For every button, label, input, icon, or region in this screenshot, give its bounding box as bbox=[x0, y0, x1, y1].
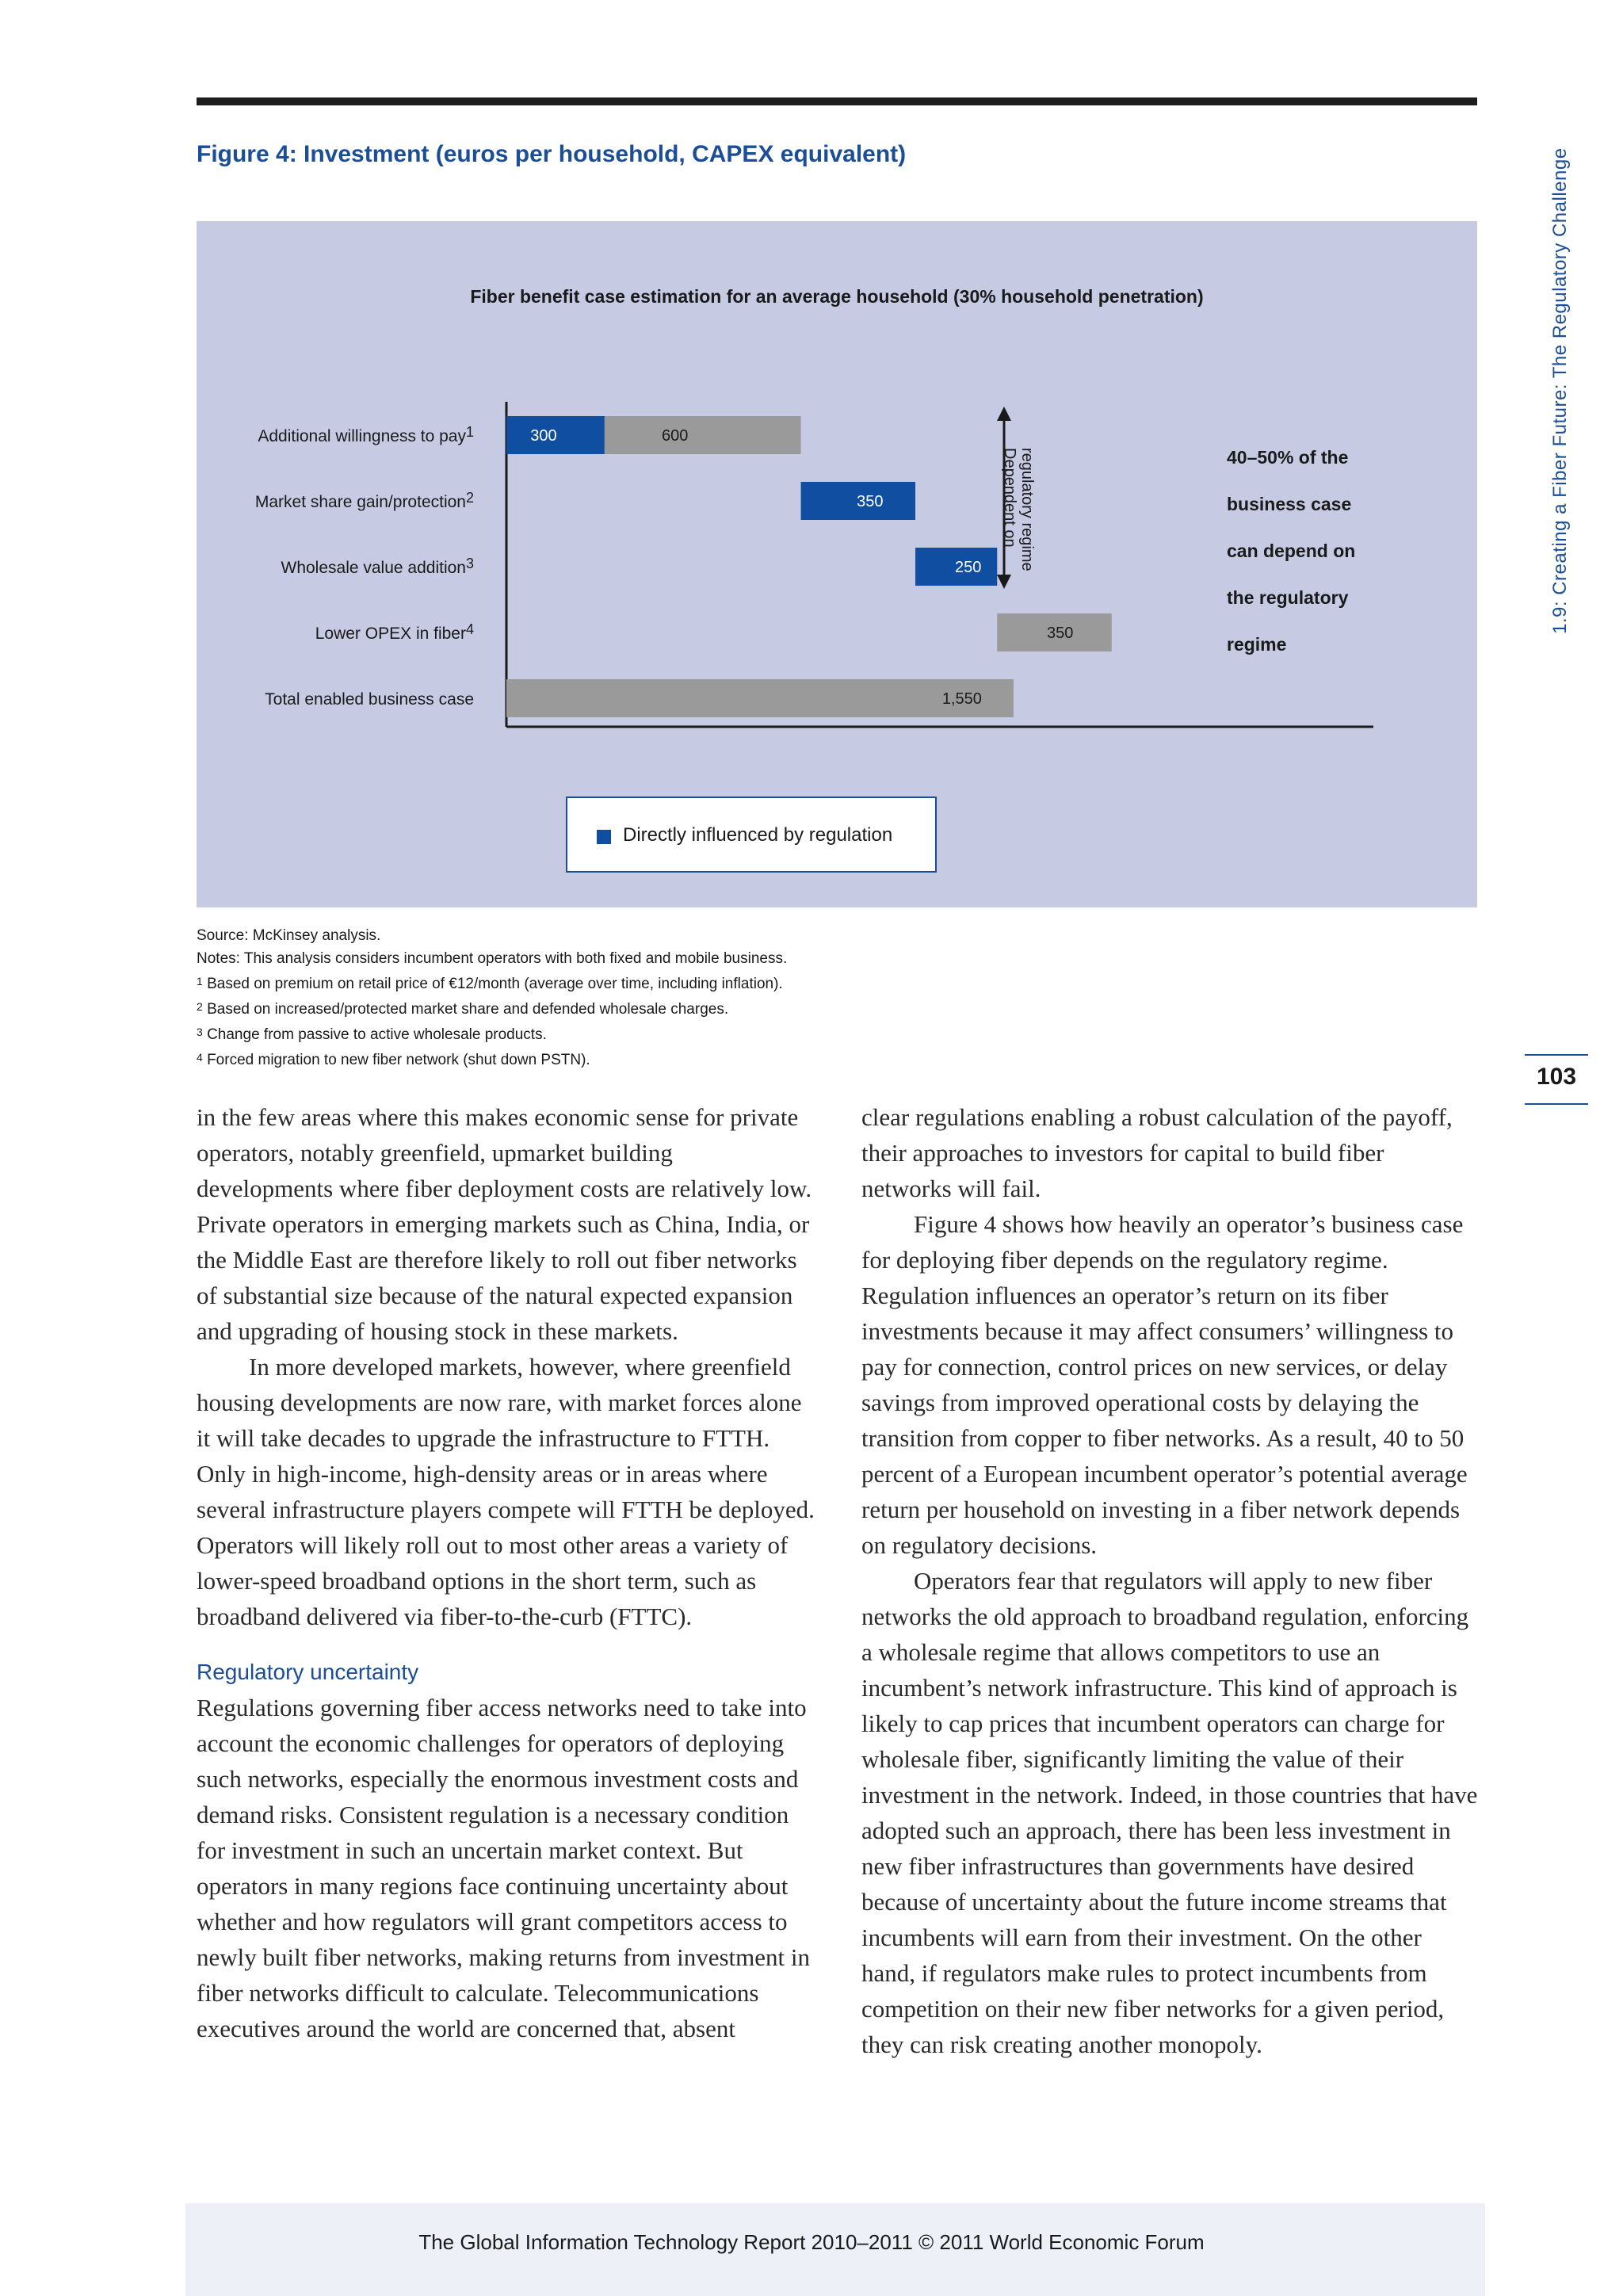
paragraph: Regulations governing fiber access networks need to take into account the economic challenges for operators of deploying such networks, especially the enormous investment costs and demand risks. Consistent regulation is a necessary condition for investment in such an uncertain market context. But operators in many regions face continuing uncertainty about whether and how regulators will grant competitors access to newly built fiber networks, making returns from investment in fiber networks difficult to calculate. Telecommunications executives around the world are concerned that, absent bbox=[197, 1694, 810, 2042]
top-rule bbox=[197, 97, 1477, 105]
paragraph: In more developed markets, however, where greenfield housing developments are now rare, with market forces alone it will take decades to upgrade the infrastructure to FTTH. Only in high-income, high-density areas or in areas where several infrastructure players compete will FTTH be deployed. Operators will likely roll out to most other areas a variety of lower-speed broadband options in the short term, such as broadband delivered via fiber-to-the-curb (FTTC). bbox=[197, 1353, 815, 1630]
footnote: $^3$ Change from passive to active wholesale products. bbox=[197, 1026, 547, 1043]
category-label: Total enabled business case bbox=[265, 690, 474, 709]
data-label: 350 bbox=[1047, 625, 1074, 642]
paragraph: Figure 4 shows how heavily an operator’s business case for deploying fiber depends on the regulatory regime. Regulation influences an operator’s return on its fiber investments because it may affect consumers’ willingness to pay for connection, control prices on new services, or delay savings from improved operational costs by delaying the transition from copper to fiber networks. As a result, 40 to 50 percent of a European incumbent operator’s potential average return per household on investing in a fiber network depends on regulatory decisions. bbox=[861, 1210, 1468, 1559]
figure-notes bbox=[197, 924, 787, 1072]
legend-label: Directly influenced by regulation bbox=[623, 824, 893, 846]
footnote: $^1$ Based on premium on retail price of €12/month (average over time, including inflation). bbox=[197, 975, 783, 992]
chart-title: Fiber benefit case estimation for an average household (30% household penetration) bbox=[470, 286, 1204, 307]
legend-swatch bbox=[597, 830, 611, 844]
page-number-rule-top bbox=[1525, 1054, 1588, 1056]
category-label: Market share gain/protection2 bbox=[254, 490, 474, 511]
side-header bbox=[1549, 95, 1581, 634]
paragraph: clear regulations enabling a robust calculation of the payoff, their approaches to investors for capital to build fiber networks will fail. bbox=[861, 1103, 1453, 1202]
body-column-left bbox=[197, 1099, 815, 2046]
annotation-line: regime bbox=[1227, 634, 1287, 655]
bracket-label bbox=[1001, 448, 1036, 571]
data-label: 250 bbox=[954, 559, 982, 576]
page-footer: The Global Information Technology Report 2010–2011 © 2011 World Economic Forum bbox=[418, 2230, 1205, 2254]
body-column-right bbox=[861, 1099, 1480, 2062]
paragraph: in the few areas where this makes economic sense for private operators, notably greenfield, upmarket building developments where fiber deployment costs are relatively low. Private operators in emerging markets such as China, India, or the Middle East are therefore likely to roll out fiber networks of substantial size because of the natural expected expansion and upgrading of housing stock in these markets. bbox=[197, 1103, 812, 1345]
data-label: 300 bbox=[530, 427, 557, 445]
category-label: Lower OPEX in fiber4 bbox=[315, 621, 474, 643]
figure-title: Figure 4: Investment (euros per household, CAPEX equivalent) bbox=[197, 141, 907, 167]
annotation-line: the regulatory bbox=[1227, 587, 1349, 608]
data-label: 350 bbox=[857, 493, 884, 510]
notes-line: Notes: This analysis considers incumbent operators with both fixed and mobile business. bbox=[197, 950, 788, 967]
annotation-line: 40–50% of the bbox=[1227, 447, 1349, 468]
chart-legend bbox=[566, 797, 937, 873]
chart-panel bbox=[197, 221, 1477, 907]
bracket-label-line: Dependent on bbox=[1001, 448, 1018, 548]
waterfall-bar bbox=[605, 416, 801, 454]
data-label: 1,550 bbox=[941, 690, 982, 708]
source-line: Source: McKinsey analysis. bbox=[197, 927, 381, 944]
page-number: 103 bbox=[1536, 1064, 1577, 1090]
section-heading: Regulatory uncertainty bbox=[197, 1660, 419, 1684]
data-label: 600 bbox=[662, 427, 689, 445]
bracket-arrow-down bbox=[997, 575, 1011, 589]
bracket-arrow-up bbox=[997, 407, 1011, 421]
annotation-line: can depend on bbox=[1227, 541, 1356, 561]
paragraph: Operators fear that regulators will apply to new fiber networks the old approach to broadband regulation, enforcing a wholesale regime that allows competitors to use an incumbent’s network infrastructure. This kind of approach is likely to cap prices that incumbent operators can charge for wholesale fiber, significantly limiting the value of their investment in the network. Indeed, in those countries that have adopted such an approach, there has been less investment in new fiber infrastructures than governments have desired because of uncertainty about the future income streams that incumbents will earn from their investment. On the other hand, if regulators make rules to protect incumbents from competition on their new fiber networks for a given period, they can risk creating another monopoly. bbox=[861, 1567, 1478, 2058]
bracket-label-line: regulatory regime bbox=[1018, 448, 1036, 571]
waterfall-bar bbox=[506, 679, 1014, 717]
category-label: Wholesale value addition3 bbox=[281, 556, 474, 577]
footnote: $^2$ Based on increased/protected market share and defended wholesale charges. bbox=[197, 1000, 729, 1018]
annotation-line: business case bbox=[1227, 494, 1352, 514]
footnote: $^4$ Forced migration to new fiber network (shut down PSTN). bbox=[197, 1051, 590, 1068]
side-header-text: 1.9: Creating a Fiber Future: The Regulatory Challenge bbox=[1549, 147, 1571, 634]
page-number-rule-bottom bbox=[1525, 1103, 1588, 1105]
category-label: Additional willingness to pay1 bbox=[258, 424, 474, 445]
